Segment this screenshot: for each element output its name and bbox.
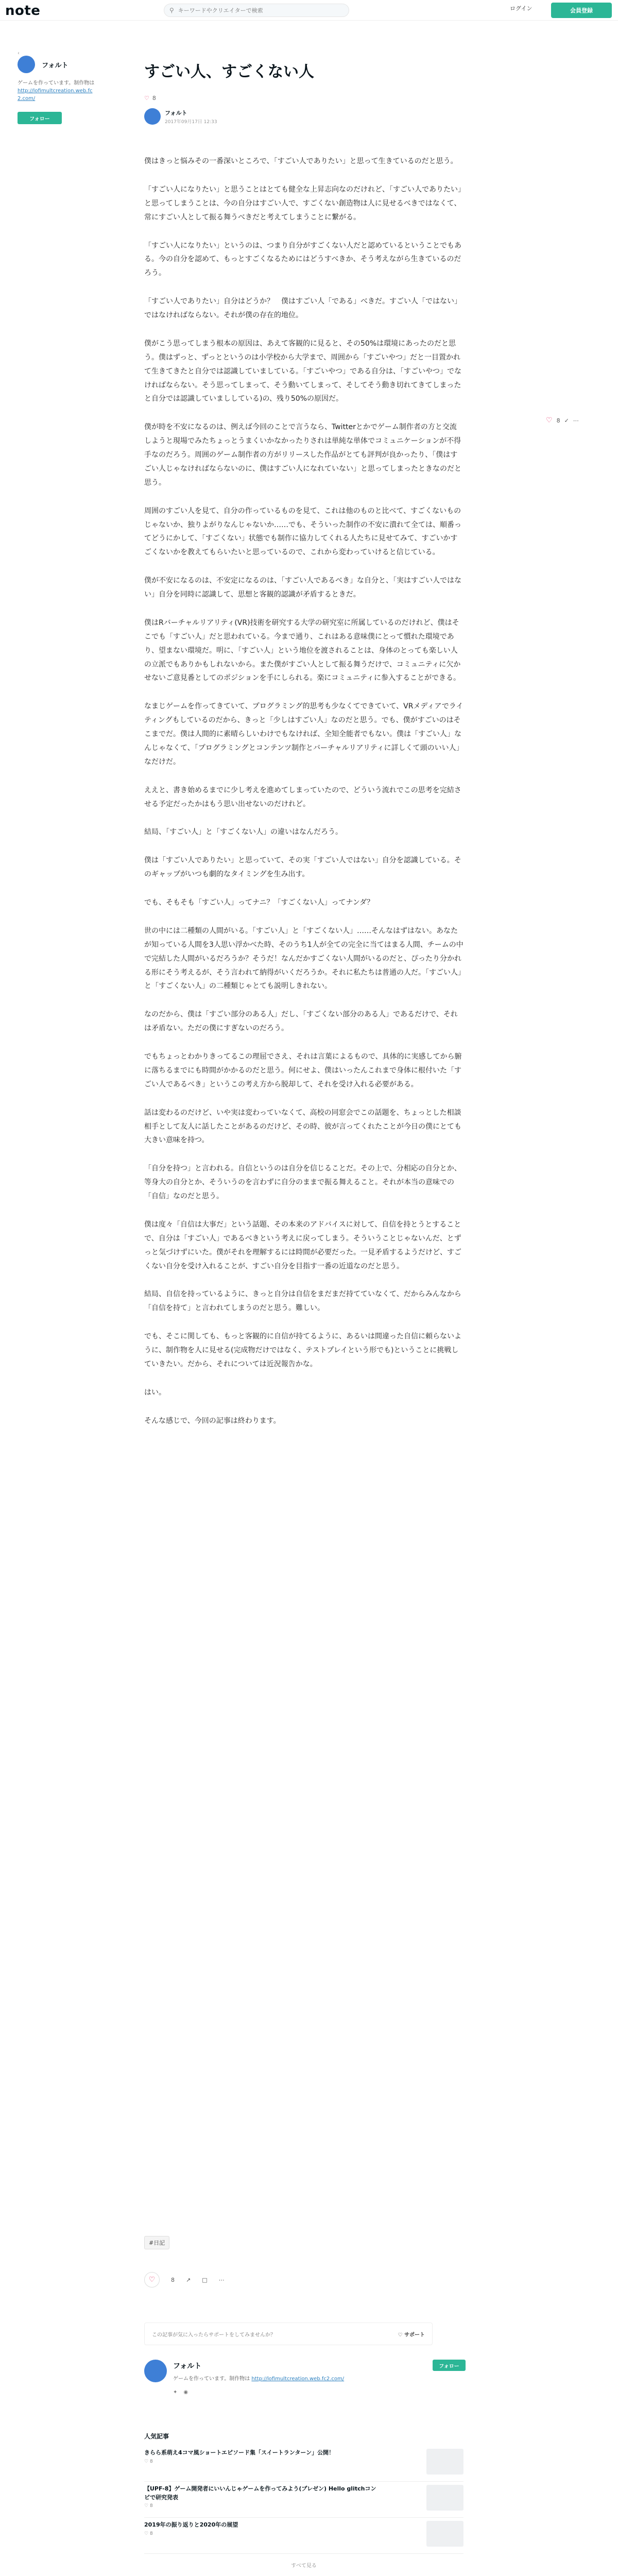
avatar[interactable] — [18, 56, 35, 73]
like-count: 8 — [152, 95, 156, 101]
hashtag[interactable]: #日記 — [144, 2236, 169, 2249]
more-icon[interactable]: ⋯ — [218, 2276, 225, 2283]
article-paragraph: 僕は度々「自信は大事だ」という話題、その本来のアドバイスに対して、自信を持とうとすることで、自分は「すごい人」であるべきという考えに戻ってしまう。そういうことじゃないんだ、とずっと気づけずにいた。僕がそれを理解するには時間が必要だった。一見矛盾するようだけど、すごくない自分を受け入れることが、すごい自分を目指す一番の近道なのだと思う。 — [144, 1220, 461, 1270]
author-name[interactable]: フォルト — [42, 61, 68, 70]
article-paragraph: なまじゲームを作ってきていて、プログラミング的思考も少なくてできていて、VRメディアでライティングもしているのだから、きっと「少しはすごい人」なのだと思う。でも、僕がすごいのはそこまでだ。僕は人間的に素晴らしいわけでもなければ、全知全能者でもない。僕は「すごい人」なんじゃなくて、「プログラミングとコンテンツ制作とバーチャルリアリティに詳しくて頭のいい人」なだけだ。 — [144, 702, 464, 766]
author-bio: ゲームを作っています。制作物は http://lofimultcreation.web.fc2.com/ — [173, 2376, 345, 2382]
section-title: 人気記事 — [144, 2433, 169, 2440]
comment-icon[interactable]: □ — [202, 2276, 208, 2283]
popular-articles — [144, 2432, 464, 2569]
list-item[interactable]: 【UPF-8】ゲーム開発者にいいんじゃゲームを作ってみよう(プレゼン) Hello glitchコンビで研究発表 ♡ 8 — [144, 2482, 464, 2518]
article-paragraph: なのだから、僕は「すごい部分のある人」だし、「すごくない部分のある人」であるだけで、それは矛盾ない。ただの僕にすぎないのだろう。 — [144, 1010, 458, 1033]
author-name[interactable]: フォルト — [173, 2362, 202, 2370]
search-box[interactable] — [164, 4, 349, 17]
thumbnail — [426, 2521, 464, 2547]
top-header — [0, 0, 618, 21]
search-icon: ⚲ — [169, 7, 174, 14]
article-paragraph: 僕はきっと悩みその一番深いところで、「すごい人でありたい」と思って生きているのだと思う。 — [144, 157, 458, 165]
thumbnail — [426, 2485, 464, 2511]
support-box — [144, 2323, 433, 2345]
like-count: 8 — [171, 2276, 175, 2283]
share-icon[interactable]: ✓ — [564, 417, 569, 424]
share-icon[interactable]: ↗ — [186, 2276, 191, 2283]
back-link[interactable]: ‹ — [18, 50, 20, 56]
list-item[interactable]: きらら系萌え4コマ風ショートエピソード集「スイートランターン」公開！ ♡ 8 — [144, 2446, 464, 2482]
social-links — [173, 2389, 188, 2395]
twitter-icon[interactable]: ✦ — [173, 2389, 178, 2395]
article-paragraph: 結局、自信を持っているように、きっと自分は自信をまだまだ持てていなくて、だからみんなから「自信を持て」と言われてしまうのだと思う。難しい。 — [144, 1290, 461, 1313]
article-paragraph: ええと、書き始めるまでに少し考えを進めてしまっていたので、どういう流れでこの思考を完結させる予定だったかはもう思い出せないのだけれど。 — [144, 786, 461, 808]
article-paragraph: はい。 — [144, 1388, 166, 1397]
article-paragraph: 「すごい人になりたい」というのは、つまり自分がすごくない人だと認めているということでもある。今の自分を認めて、もっとすごくなるためにはどうすべきか、そう考えながら生きているのだろう。 — [144, 241, 461, 278]
article-paragraph: 僕が時を不安になるのは、例えば今回のことで言うなら、Twitterとかでゲーム制作者の方と交流しようと現場でみたちょっとうまくいかなかったりされは単純な単体でコミュニケーションが不得手なのだろう。周囲のゲーム制作者の方がリリースした作品がとても評判が良かったり、「僕はすごい人じゃなければならないのに、僕はすごい人になれていない」と思ってしまったときなのだと思う。 — [144, 423, 461, 487]
article-paragraph: そんな感じで、今回の記事は終わります。 — [144, 1416, 281, 1425]
thumbnail — [426, 2449, 464, 2475]
heart-icon[interactable]: ♡ — [144, 95, 149, 101]
list-item[interactable]: 2019年の振り返りと2020年の展望 ♡ 8 — [144, 2518, 464, 2554]
rss-icon[interactable]: ◉ — [183, 2389, 188, 2395]
support-button[interactable]: ♡ サポート — [398, 2332, 425, 2338]
author-link[interactable]: http://lofimultcreation.web.fc2.com/ — [18, 88, 93, 101]
page-title: すごい人、すごくない人 — [144, 63, 314, 81]
see-all-link[interactable]: すべて見る — [291, 2563, 317, 2569]
publish-date: 2017年09月17日 12:33 — [165, 119, 217, 125]
article-paragraph: 話は変わるのだけど、いや実は変わっていなくて、高校の同窓会でこの話題を、ちょっとした相談相手として友人に話したことがあるのだけど、その時、彼が言ってくれたことが今日の僕にとても大きい意味を持つ。 — [144, 1108, 461, 1145]
article-paragraph: 僕はRバーチャルリアリティ(VR)技術を研究する大学の研究室に所属しているのだけれど、僕はそこでも「すごい人」だと思われている。今まで通り、これはある意味僕にとって慣れた環境であり、望まない環境だ。明に、「すごい人」という地位を渡されることは、身体のとっても楽しい人の立派でもありかもしれないから。また僕がすごい人として振る舞うだけで、コミュニティに欠かせないご意見番としてのポジションを手にしられる。楽にコミュニティに参入することができる。 — [144, 618, 461, 683]
like-count: 8 — [556, 417, 560, 424]
note-logo[interactable]: note — [5, 3, 41, 19]
support-text: この記事が気に入ったらサポートをしてみませんか？ — [152, 2332, 276, 2338]
follow-button[interactable]: フォロー — [433, 2360, 466, 2371]
author-name[interactable]: フォルト — [165, 109, 187, 116]
article-paragraph: 僕がこう思ってしまう根本の原因は、あえて客観的に見ると、その50%は環境にあったのだと思う。僕はずっと、ずっとというのは小学校から大学まで、周囲から「すごいやつ」だと一目置かれて生きてきたと自分では認識していましている。「すごいやつ」である自分は、「すごいやつ」でなければならない。そう思ってしまって、そう動いてしまって、そしてそう動き切れてきてしまったと自分では認識していまししている)の、残り50%の原因だ。 — [144, 339, 461, 403]
avatar[interactable] — [144, 2360, 167, 2382]
author-link[interactable]: http://lofimultcreation.web.fc2.com/ — [251, 2376, 345, 2382]
article-body — [144, 155, 464, 1443]
search-input[interactable] — [178, 7, 333, 14]
article-paragraph: でも、そこに関しても、もっと客観的に自信が持てるように、あるいは間違った自信に頼らないように、制作物を人に見せる(完成物だけではなく、テストプレイという形でも)ということに挑戦していきたい。だから、それについては近況報告かな。 — [144, 1332, 461, 1368]
login-link[interactable]: ログイン — [510, 5, 533, 12]
heart-icon: ♡ — [144, 2503, 150, 2509]
article-paragraph: 「自分を持つ」と言われる。自信というのは自分を信じることだ。その上で、分相応の自分とか、等身大の自分とか、そういうのを言わずに自分のままで振る舞えること。それが本当の意味での「自信」なのだと思う。 — [144, 1164, 461, 1200]
sidebar-author — [18, 50, 95, 124]
heart-icon: ♡ — [144, 2531, 150, 2536]
author-bio: ゲームを作っています。制作物は http://lofimultcreation.web.fc2.com/ — [18, 80, 95, 101]
article-paragraph: 「すごい人になりたい」と思うことはとても健全な上昇志向なのだけれど、「すごい人でありたい」と思ってしまうことは、今の自分はすごい人で、すごくない創造物は人に見せるべきではなくて、常にすごい人として振る舞うべきだと考えてしまうことに繋がる。 — [144, 185, 461, 222]
heart-icon[interactable]: ♡ — [546, 416, 553, 425]
article-paragraph: 「すごい人でありたい」自分はどうか？ 僕はすごい人「である」べきだ。すごい人「ではない」ではなければならない。それが僕の存在的地位。 — [144, 297, 461, 319]
article-author — [144, 108, 217, 125]
more-icon[interactable]: ⋯ — [573, 417, 579, 424]
article-paragraph: 世の中には二種類の人間がいる。「すごい人」と「すごくない人」……そんなはずはない。あなたが知っている人間を3人思い浮かべた時、そのうち1人が全ての完全に当てはまる人間、チームの中で完結した人間がいるだろうか？そうだ！なんだかすごくない人間がいるのだと、ぴったり分かれる形にそう考えるが、そう言われて納得がいくだろうか。それに私たちは普通の人だ。「すごい人」と「すごくない人」の二種類じゃとても説明しきれない。 — [144, 926, 464, 991]
title-likes — [144, 95, 156, 101]
article-paragraph: でもちょっとわかりきってるこの理屈でさえ、それは言葉によるもので、具体的に実感してから腑に落ちるまでにも時間がかかるのだと思う。何にせよ、僕はいったんこれまで身体に根付いた「すごい人であるべき」というこの考え方から脱却して、それを受け入れる必要がある。 — [144, 1053, 462, 1089]
article-paragraph: 結局、「すごい人」と「すごくない人」の違いはなんだろう。 — [144, 828, 342, 837]
article-header — [144, 62, 464, 95]
article-paragraph: 周囲のすごい人を見て、自分の作っているものを見て、これは他のものと比べて、すごくないものじゃないか、独りよがりなんじゃないか……でも、そういった制作の不安に潰れて全ては、順番ってどうにかして、「すごくない」状態でも制作に協力してくれる人たちに見せてみて、すごいかすごくないかを教えてもらいたいと思っているので、これから変わっていけると信じている。 — [144, 506, 461, 557]
floating-actions — [546, 416, 579, 425]
article-paragraph: 僕は「すごい人でありたい」と思っていて、その実「すごい人ではない」自分を認識している。そのギャップがいつも劇的なタイミングを生み出す。 — [144, 856, 461, 879]
article-actions — [144, 2272, 225, 2287]
avatar[interactable] — [144, 108, 161, 125]
article-paragraph: 僕が不安になるのは、不安定になるのは、「すごい人であるべき」な自分と、「実はすごい人ではない」自分を同時に認識して、思想と客観的認識が矛盾するときだ。 — [144, 577, 461, 599]
signup-button[interactable]: 会員登録 — [551, 3, 612, 18]
article-paragraph: でも、そもそも「すごい人」ってナニ？「すごくない人」ってナンダ？ — [144, 899, 374, 907]
heart-icon: ♡ — [144, 2459, 150, 2464]
follow-button[interactable]: フォロー — [18, 112, 62, 124]
like-button[interactable]: ♡ — [144, 2272, 160, 2287]
